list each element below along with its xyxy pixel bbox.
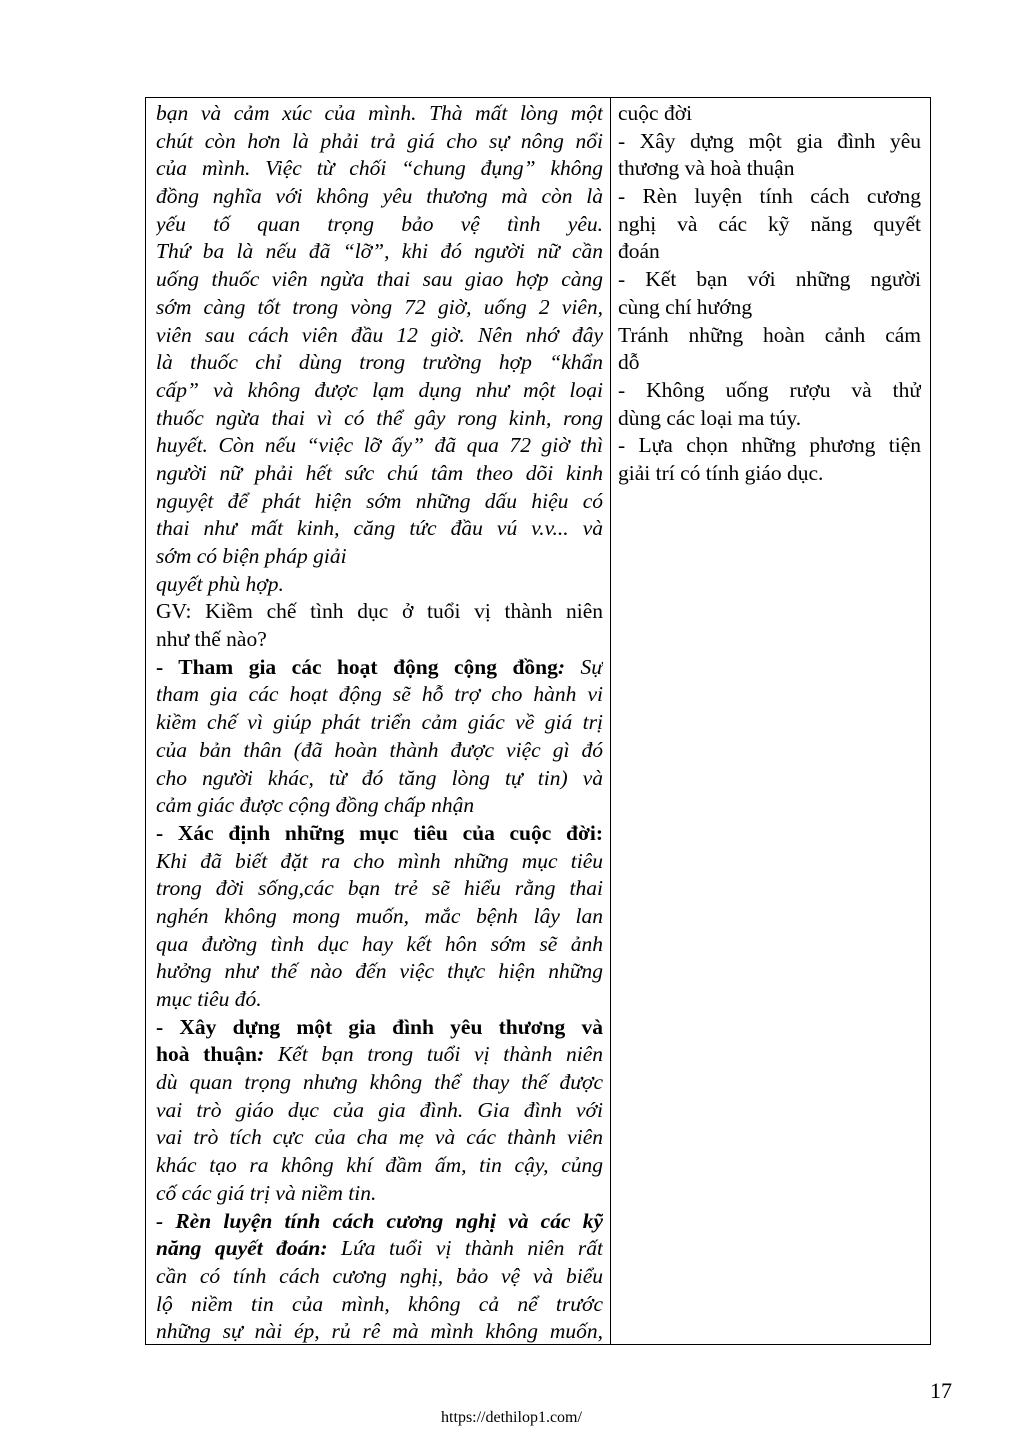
left-text-line [156,820,603,848]
right-column [611,98,930,1344]
text-run: Kết bạn trong tuổi vị thành niên [277,1042,603,1067]
text-run: cho người khác, từ đó tăng lòng tự tin) và [156,765,603,790]
text-run: sớm có biện pháp giải [156,544,347,568]
left-text-line [156,515,603,543]
left-text-line [156,765,603,793]
left-text-line [156,571,603,599]
left-text-line [156,1041,603,1069]
text-run: Lứa tuổi vị thành niên rất [341,1236,603,1261]
left-text-line [156,598,603,626]
left-text-line [156,128,603,156]
left-text-line [156,405,603,433]
text-run: : [256,1042,278,1067]
left-text-line [156,294,603,322]
right-text-line: Tránh những hoàn cảnh cám [618,322,921,347]
text-run: thuốc ngừa thai vì có thể gây rong kinh, rong [156,405,603,430]
text-run: năng quyết đoán: [156,1236,342,1261]
text-run: hoà thuận [156,1042,257,1067]
text-run: cấp” và không được lạm dụng như một loại [156,377,603,402]
text-run: : [557,654,581,679]
left-text-line [156,460,603,488]
text-run: viên sau cách viên đầu 12 giờ. Nên nhớ đây [156,322,603,347]
text-run: Thứ ba là nếu đã “lỡ”, khi đó người nữ cần [156,239,603,264]
left-text-line [156,709,603,737]
left-text-line [156,1318,603,1346]
text-run: cần có tính cách cương nghị, bảo vệ và biểu [156,1263,603,1288]
right-text-line: đoán [618,239,660,264]
left-text-line [156,377,603,405]
right-text-line: dùng các loại ma túy. [618,405,802,430]
left-text-line [156,654,603,682]
text-run: qua đường tình dục hay kết hôn sớm sẽ ảnh [156,931,603,956]
text-run: của mình. Việc từ chối “chung đụng” không [156,156,603,181]
content-table [145,97,931,1345]
right-text-line: - Lựa chọn những phương tiện [618,433,921,458]
footer-url[interactable]: https://dethilop1.com/ [441,1409,582,1426]
left-text-line [156,1263,603,1291]
left-text-line [156,848,603,876]
right-text-line: giải trí có tính giáo dục. [618,460,824,485]
right-text-line: cùng chí hướng [618,294,753,319]
left-text-line [156,626,603,654]
text-run: là thuốc chỉ dùng trong trường hợp “khẩn [156,350,603,375]
left-text-line [156,211,603,239]
right-text-line: - Không uống rượu và thử [618,377,921,402]
left-text-line [156,1235,603,1263]
text-run: nghén không mong muốn, mắc bệnh lây lan [156,903,603,928]
text-run: vai trò tích cực của cha mẹ và các thành viên [156,1125,603,1150]
text-run: dù quan trọng nhưng không thể thay thế được [156,1070,603,1095]
page-number: 17 [930,1378,952,1403]
left-text-line [156,1152,603,1180]
text-run: chút còn hơn là phải trả giá cho sự nông nổi [156,128,603,153]
left-text-line [156,958,603,986]
left-text-line [156,1097,603,1125]
text-run: cố các giá trị và niềm tin. [156,1180,377,1205]
text-run: uống thuốc viên ngừa thai sau giao hợp càng [156,267,603,292]
left-text-line [156,986,603,1014]
left-text-line [156,875,603,903]
text-run: bạn và cảm xúc của mình. Thà mất lòng một [156,101,603,125]
text-run: Khi đã biết đặt ra cho mình những mục tiêu [156,848,603,873]
left-text-line [156,1069,603,1097]
left-text-line [156,238,603,266]
left-text-line [156,1180,603,1208]
text-run: thai như mất kinh, căng tức đầu vú v.v... và [156,516,603,541]
text-run: đồng nghĩa với không yêu thương mà còn là [156,184,603,209]
text-run: tham gia các hoạt động sẽ hỗ trợ cho hành vi [156,682,603,707]
left-text-line [156,432,603,460]
text-run: cảm giác được cộng đồng chấp nhận [156,793,475,818]
text-run: kiềm chế vì giúp phát triển cảm giác về giá trị [156,710,603,735]
left-text-line [156,1291,603,1319]
left-text-line [156,1014,603,1042]
text-run: lộ niềm tin của mình, không cả nể trước [156,1291,603,1316]
text-run: sớm càng tốt trong vòng 72 giờ, uống 2 viên, [156,294,603,319]
left-text-line [156,322,603,350]
text-run: hưởng như thế nào đến việc thực hiện những [156,959,603,984]
text-run: nguyệt để phát hiện sớm những dấu hiệu có [156,488,603,513]
text-run: của bản thân (đã hoàn thành được việc gì đó [156,737,603,762]
right-text-line: thương và hoà thuận [618,156,795,181]
text-run: yếu tố quan trọng bảo vệ tình yêu. [156,211,603,236]
left-text-line [156,266,603,294]
text-run: khác tạo ra không khí đầm ấm, tin cậy, củng [156,1153,603,1178]
left-text-line [156,1208,603,1236]
text-run: những sự nài ép, rủ rê mà mình không muốn, [156,1319,603,1344]
right-text-line: - Kết bạn với những người [618,267,921,292]
text-run: - Xây dựng một gia đình yêu thương và [156,1014,603,1039]
text-run: vai trò giáo dục của gia đình. Gia đình với [156,1097,603,1122]
left-text-line [156,681,603,709]
left-text-line [156,100,603,128]
text-run: - Rèn luyện tính cách cương nghị và các kỹ [156,1208,603,1233]
left-text-line [156,1124,603,1152]
left-text-line [156,792,603,820]
text-run: trong đời sống,các bạn trẻ sẽ hiểu rằng thai [156,876,603,901]
left-text-line [156,183,603,211]
left-text-line [156,543,603,571]
left-text-line [156,737,603,765]
left-column [146,98,611,1344]
text-run: Sự [580,654,603,679]
left-text-line [156,155,603,183]
text-run: như thế nào? [156,627,267,652]
right-text-line: cuộc đời [618,101,693,125]
text-run: quyết phù hợp. [156,571,284,596]
left-text-line [156,903,603,931]
text-run: huyết. Còn nếu “việc lỡ ấy” đã qua 72 giờ thì [156,433,603,458]
right-text-line: dỗ [618,350,640,375]
right-text-line: nghị và các kỹ năng quyết [618,211,921,236]
right-text-line: - Rèn luyện tính cách cương [618,184,921,209]
left-text-line [156,931,603,959]
text-run: người nữ phải hết sức chú tâm theo dõi kinh [156,460,603,485]
text-run: mục tiêu đó. [156,987,262,1011]
left-text-line [156,488,603,516]
left-text-line [156,349,603,377]
text-run: - Tham gia các hoạt động cộng đồng [156,654,558,679]
text-run: - Xác định những mục tiêu của cuộc đời: [156,820,603,845]
right-text-line: - Xây dựng một gia đình yêu [618,128,921,153]
text-run: GV: Kiềm chế tình dục ở tuổi vị thành niên [156,599,603,624]
